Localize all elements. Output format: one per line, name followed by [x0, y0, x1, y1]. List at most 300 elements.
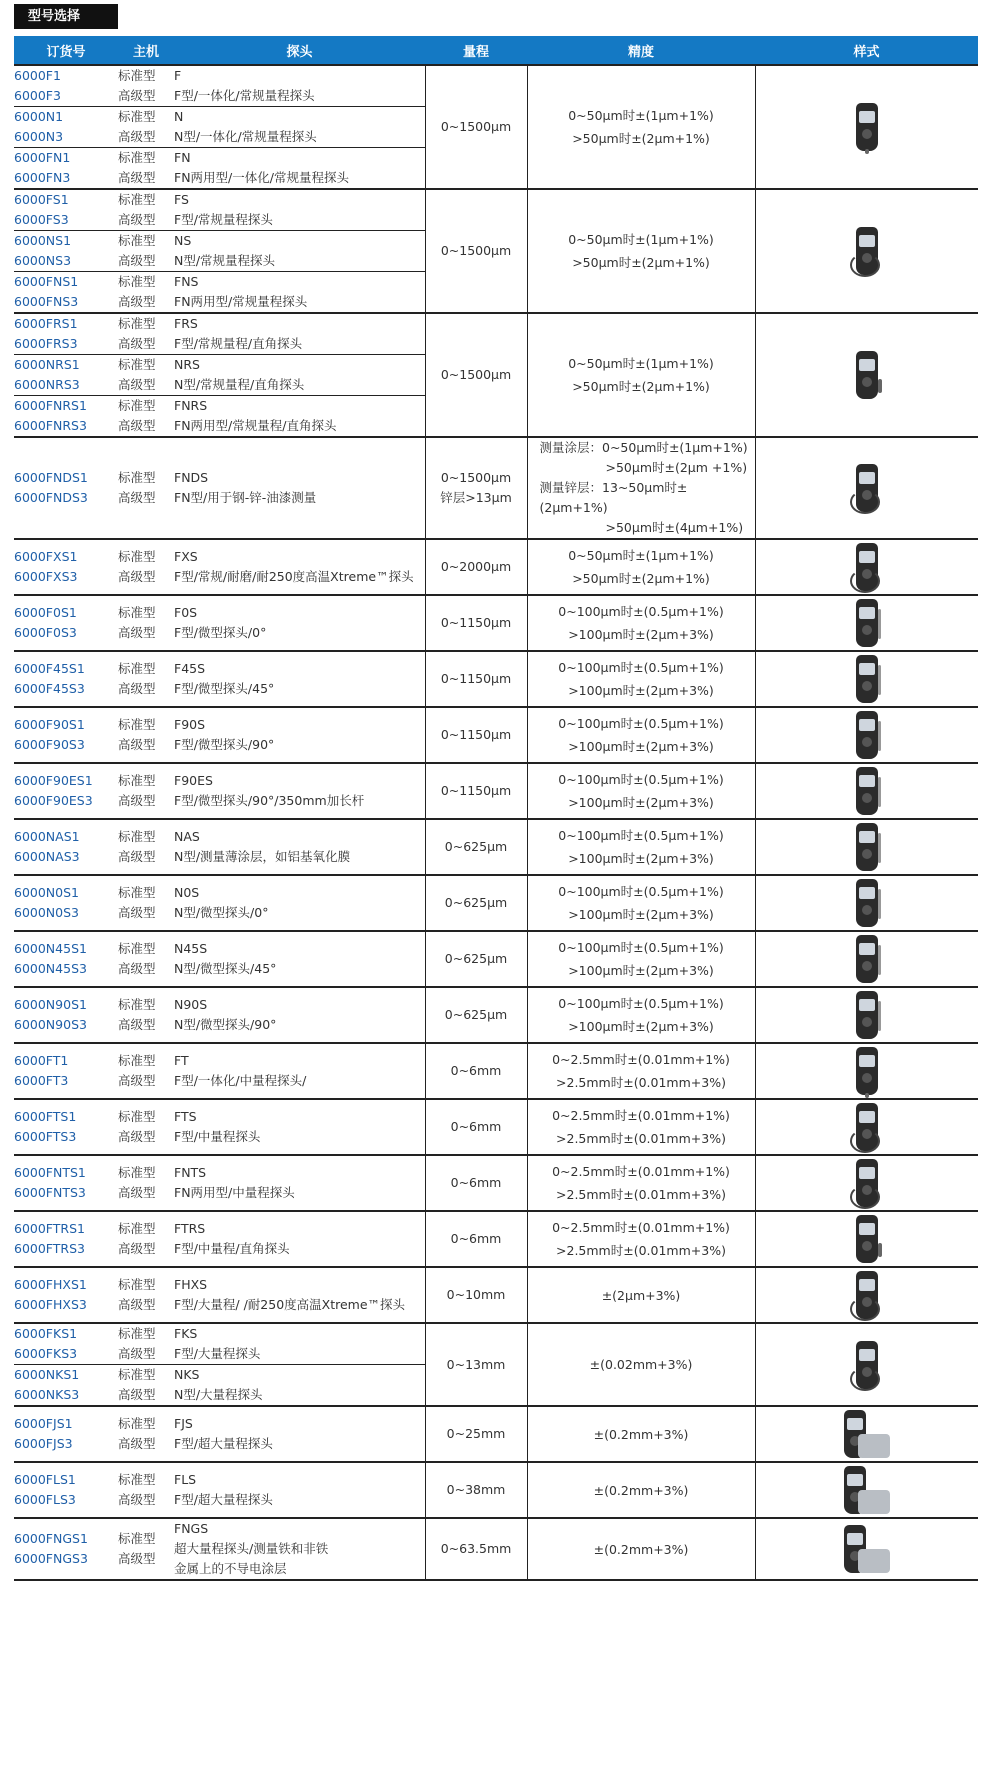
accuracy-cell — [527, 931, 755, 987]
probe-cell — [174, 1155, 425, 1211]
accuracy-line: >2.5mm时±(0.01mm+3%) — [556, 1075, 726, 1090]
host-cell-line: 标准型 — [118, 1531, 156, 1546]
host-cell-line: 标准型 — [118, 605, 156, 620]
range-cell-line: 0~1500μm — [440, 367, 512, 382]
host-cell-line: 标准型 — [118, 1221, 156, 1236]
probe-cell-line: F型/中量程探头 — [174, 1129, 261, 1144]
host-cell-line: 标准型 — [118, 68, 156, 83]
accuracy-line: >100μm时±(2μm+3%) — [568, 907, 714, 922]
probe-cell-line: NRS — [174, 357, 200, 372]
order-code-cell — [14, 355, 118, 396]
range-cell — [425, 707, 527, 763]
gauge-large-probe-icon — [844, 1525, 890, 1573]
table-row — [14, 65, 978, 107]
accuracy-line: >100μm时±(2μm+3%) — [568, 1019, 714, 1034]
style-image-cell — [755, 1323, 978, 1406]
host-cell-line: 标准型 — [118, 274, 156, 289]
order-code-cell — [14, 539, 118, 595]
accuracy-line: >50μm时±(2μm +1%) — [605, 460, 748, 475]
host-cell — [118, 1267, 174, 1323]
host-cell — [118, 65, 174, 107]
probe-cell-line: F型/超大量程探头 — [174, 1436, 273, 1451]
range-cell-line: 锌层>13μm — [440, 490, 512, 505]
style-image-cell — [755, 1211, 978, 1267]
order-code-cell-line: 6000NKS1 — [14, 1367, 80, 1382]
host-cell — [118, 313, 174, 355]
probe-cell-line: F型/微型探头/0° — [174, 625, 267, 640]
probe-cell-line: FN型/用于钢-锌-油漆测量 — [174, 490, 317, 505]
probe-cell-line: FN两用型/常规量程探头 — [174, 294, 308, 309]
header-accuracy: 精度 — [527, 36, 755, 65]
probe-cell — [174, 231, 425, 272]
probe-cell-line: N0S — [174, 885, 200, 900]
gauge-cable-probe-icon — [856, 1341, 878, 1389]
host-cell-line: 高级型 — [118, 569, 156, 584]
header-range: 量程 — [425, 36, 527, 65]
probe-cell-line: F型/常规量程/直角探头 — [174, 336, 303, 351]
range-cell — [425, 1043, 527, 1099]
probe-cell-line: F型/大量程/ /耐250度高温Xtreme™探头 — [174, 1297, 406, 1312]
style-image-cell — [755, 707, 978, 763]
host-cell-line: 高级型 — [118, 418, 156, 433]
style-image-cell — [755, 1267, 978, 1323]
host-cell-line: 标准型 — [118, 1416, 156, 1431]
gauge-large-probe-icon — [844, 1410, 890, 1458]
order-code-cell-line: 6000N0S1 — [14, 885, 80, 900]
order-code-cell-line: 6000N90S1 — [14, 997, 87, 1012]
order-code-cell-line: 6000FXS1 — [14, 549, 78, 564]
probe-cell-line: F型/常规/耐磨/耐250度高温Xtreme™探头 — [174, 569, 414, 584]
probe-cell-line: FHXS — [174, 1277, 208, 1292]
probe-cell-line: N型/微型探头/90° — [174, 1017, 277, 1032]
range-cell-line: 0~1500μm — [440, 243, 512, 258]
probe-cell — [174, 189, 425, 231]
accuracy-line: >50μm时±(2μm+1%) — [572, 571, 710, 586]
order-code-cell-line: 6000F45S3 — [14, 681, 85, 696]
order-code-cell — [14, 1043, 118, 1099]
accuracy-cell — [527, 875, 755, 931]
host-cell-line: 高级型 — [118, 1241, 156, 1256]
probe-cell — [174, 107, 425, 148]
host-cell-line: 标准型 — [118, 1165, 156, 1180]
range-cell — [425, 437, 527, 539]
host-cell-line: 标准型 — [118, 1277, 156, 1292]
probe-cell-line: FN两用型/一体化/常规量程探头 — [174, 170, 349, 185]
order-code-cell-line: 6000FRS1 — [14, 316, 78, 331]
range-cell-line: 0~2000μm — [440, 559, 512, 574]
order-code-cell-line: 6000F1 — [14, 68, 61, 83]
range-cell — [425, 931, 527, 987]
section-tag: 型号选择 — [14, 4, 118, 29]
range-cell-line: 0~1150μm — [440, 671, 512, 686]
range-cell — [425, 1406, 527, 1462]
host-cell-line: 高级型 — [118, 129, 156, 144]
order-code-cell-line: 6000FJS3 — [14, 1436, 73, 1451]
order-code-cell-line: 6000F90ES3 — [14, 793, 93, 808]
probe-cell — [174, 1462, 425, 1518]
accuracy-cell — [527, 313, 755, 437]
probe-cell-line: N型/大量程探头 — [174, 1387, 263, 1402]
probe-cell-line: 超大量程探头/测量铁和非铁 — [174, 1541, 329, 1556]
order-code-cell-line: 6000N45S3 — [14, 961, 87, 976]
order-code-cell-line: 6000FRS3 — [14, 336, 78, 351]
probe-cell — [174, 595, 425, 651]
accuracy-line: 0~50μm时±(1μm+1%) — [568, 232, 714, 247]
range-cell-line: 0~6mm — [450, 1175, 502, 1190]
order-code-cell-line: 6000N90S3 — [14, 1017, 87, 1032]
order-code-cell-line: 6000FNDS3 — [14, 490, 88, 505]
probe-cell-line: FNS — [174, 274, 199, 289]
order-code-cell-line: 6000FHXS1 — [14, 1277, 87, 1292]
host-cell — [118, 272, 174, 314]
order-code-cell — [14, 763, 118, 819]
probe-cell-line: N型/微型探头/45° — [174, 961, 277, 976]
order-code-cell — [14, 987, 118, 1043]
style-image-cell — [755, 931, 978, 987]
accuracy-line: ±(0.2mm+3%) — [593, 1426, 689, 1442]
range-cell-line: 0~63.5mm — [440, 1541, 512, 1556]
accuracy-line: >50μm时±(2μm+1%) — [572, 131, 710, 146]
order-code-cell-line: 6000FTRS3 — [14, 1241, 85, 1256]
probe-cell — [174, 1365, 425, 1407]
host-cell-line: 高级型 — [118, 905, 156, 920]
probe-cell — [174, 272, 425, 314]
order-code-cell — [14, 437, 118, 539]
order-code-cell-line: 6000FKS1 — [14, 1326, 78, 1341]
accuracy-line: 测量涂层：0~50μm时±(1μm+1%) — [539, 440, 748, 455]
order-code-cell-line: 6000FNTS3 — [14, 1185, 86, 1200]
probe-cell — [174, 65, 425, 107]
order-code-cell-line: 6000FS1 — [14, 192, 69, 207]
range-cell — [425, 987, 527, 1043]
order-code-cell-line: 6000FS3 — [14, 212, 69, 227]
host-cell-line: 高级型 — [118, 1073, 156, 1088]
order-code-cell-line: 6000FNGS3 — [14, 1551, 88, 1566]
host-cell-line: 高级型 — [118, 170, 156, 185]
probe-cell — [174, 819, 425, 875]
accuracy-cell — [527, 1406, 755, 1462]
style-image-cell — [755, 65, 978, 189]
accuracy-cell — [527, 707, 755, 763]
gauge-large-probe-icon — [844, 1466, 890, 1514]
table-row — [14, 437, 978, 539]
order-code-cell-line: 6000N3 — [14, 129, 64, 144]
host-cell-line: 高级型 — [118, 1387, 156, 1402]
range-cell-line: 0~625μm — [444, 951, 508, 966]
host-cell-line: 高级型 — [118, 1436, 156, 1451]
accuracy-line: >2.5mm时±(0.01mm+3%) — [556, 1131, 726, 1146]
range-cell — [425, 875, 527, 931]
host-cell — [118, 763, 174, 819]
range-cell-line: 0~1150μm — [440, 727, 512, 742]
table-row — [14, 1518, 978, 1580]
order-code-cell — [14, 819, 118, 875]
probe-cell — [174, 1211, 425, 1267]
probe-cell-line: F90ES — [174, 773, 213, 788]
table-row — [14, 539, 978, 595]
host-cell-line: 高级型 — [118, 1129, 156, 1144]
host-cell — [118, 1323, 174, 1365]
gauge-micro-probe-icon — [856, 991, 878, 1039]
probe-cell — [174, 875, 425, 931]
host-cell-line: 标准型 — [118, 470, 156, 485]
style-image-cell — [755, 987, 978, 1043]
probe-cell-line: FTS — [174, 1109, 197, 1124]
probe-cell-line: F型/微型探头/90° — [174, 737, 275, 752]
table-row — [14, 1323, 978, 1365]
range-cell — [425, 1323, 527, 1406]
range-cell — [425, 1211, 527, 1267]
range-cell — [425, 539, 527, 595]
order-code-cell — [14, 1211, 118, 1267]
accuracy-line: 0~50μm时±(1μm+1%) — [568, 108, 714, 123]
accuracy-line: 0~100μm时±(0.5μm+1%) — [558, 940, 724, 955]
accuracy-line: ±(0.2mm+3%) — [593, 1541, 689, 1557]
accuracy-line: 0~2.5mm时±(0.01mm+1%) — [552, 1220, 730, 1235]
host-cell-line: 标准型 — [118, 773, 156, 788]
host-cell — [118, 1211, 174, 1267]
probe-cell-line: FTRS — [174, 1221, 206, 1236]
order-code-cell-line: 6000FNRS3 — [14, 418, 87, 433]
host-cell — [118, 1518, 174, 1580]
probe-cell — [174, 313, 425, 355]
probe-cell — [174, 148, 425, 190]
probe-cell-line: FT — [174, 1053, 189, 1068]
order-code-cell-line: 6000NS3 — [14, 253, 72, 268]
host-cell — [118, 396, 174, 438]
order-code-cell — [14, 931, 118, 987]
probe-cell-line: N型/常规量程探头 — [174, 253, 276, 268]
style-image-cell — [755, 651, 978, 707]
order-code-cell — [14, 1155, 118, 1211]
gauge-micro-probe-icon — [856, 767, 878, 815]
host-cell-line: 高级型 — [118, 793, 156, 808]
probe-cell-line: F型/微型探头/90°/350mm加长杆 — [174, 793, 365, 808]
range-cell — [425, 189, 527, 313]
host-cell-line: 高级型 — [118, 961, 156, 976]
accuracy-line: ±(2μm+3%) — [601, 1287, 681, 1303]
accuracy-line: >100μm时±(2μm+3%) — [568, 963, 714, 978]
table-row — [14, 595, 978, 651]
host-cell — [118, 539, 174, 595]
order-code-cell-line: 6000FNDS1 — [14, 470, 88, 485]
range-cell — [425, 651, 527, 707]
order-code-cell-line: 6000FLS1 — [14, 1472, 76, 1487]
table-row — [14, 1211, 978, 1267]
style-image-cell — [755, 875, 978, 931]
probe-cell-line: F45S — [174, 661, 206, 676]
order-code-cell — [14, 272, 118, 314]
host-cell-line: 标准型 — [118, 1326, 156, 1341]
accuracy-line: 0~2.5mm时±(0.01mm+1%) — [552, 1164, 730, 1179]
probe-cell-line: F — [174, 68, 182, 83]
accuracy-cell — [527, 651, 755, 707]
accuracy-line: 0~100μm时±(0.5μm+1%) — [558, 716, 724, 731]
order-code-cell-line: 6000F45S1 — [14, 661, 85, 676]
gauge-micro-probe-icon — [856, 655, 878, 703]
host-cell-line: 标准型 — [118, 316, 156, 331]
host-cell-line: 标准型 — [118, 150, 156, 165]
probe-cell-line: N型/常规量程/直角探头 — [174, 377, 305, 392]
order-code-cell-line: 6000FTRS1 — [14, 1221, 85, 1236]
range-cell-line: 0~625μm — [444, 1007, 508, 1022]
host-cell-line: 高级型 — [118, 253, 156, 268]
host-cell-line: 标准型 — [118, 1367, 156, 1382]
range-cell-line: 0~1500μm — [440, 119, 512, 134]
host-cell-line: 高级型 — [118, 1551, 156, 1566]
probe-cell-line: F型/常规量程探头 — [174, 212, 273, 227]
accuracy-line: 0~100μm时±(0.5μm+1%) — [558, 828, 724, 843]
order-code-cell — [14, 65, 118, 107]
accuracy-line: >50μm时±(2μm+1%) — [572, 255, 710, 270]
probe-cell — [174, 1099, 425, 1155]
gauge-cable-probe-icon — [856, 227, 878, 275]
range-cell — [425, 819, 527, 875]
host-cell-line: 高级型 — [118, 1185, 156, 1200]
accuracy-cell — [527, 763, 755, 819]
probe-cell — [174, 396, 425, 438]
accuracy-cell — [527, 1267, 755, 1323]
probe-cell-line: FKS — [174, 1326, 198, 1341]
accuracy-line: >50μm时±(4μm+1%) — [605, 520, 744, 535]
probe-cell-line: F型/中量程/直角探头 — [174, 1241, 290, 1256]
accuracy-cell — [527, 1462, 755, 1518]
host-cell-line: 标准型 — [118, 885, 156, 900]
host-cell — [118, 987, 174, 1043]
accuracy-line: >50μm时±(2μm+1%) — [572, 379, 710, 394]
order-code-cell — [14, 875, 118, 931]
accuracy-cell — [527, 539, 755, 595]
range-cell-line: 0~38mm — [446, 1482, 506, 1497]
host-cell-line: 高级型 — [118, 1297, 156, 1312]
order-code-cell-line: 6000F0S3 — [14, 625, 77, 640]
table-row — [14, 763, 978, 819]
probe-cell-line: N — [174, 109, 184, 124]
accuracy-cell — [527, 595, 755, 651]
order-code-cell — [14, 396, 118, 438]
accuracy-cell — [527, 65, 755, 189]
order-code-cell — [14, 231, 118, 272]
table-row — [14, 819, 978, 875]
style-image-cell — [755, 1043, 978, 1099]
style-image-cell — [755, 539, 978, 595]
host-cell-line: 高级型 — [118, 681, 156, 696]
order-code-cell — [14, 651, 118, 707]
order-code-cell — [14, 1518, 118, 1580]
host-cell — [118, 1462, 174, 1518]
table-row — [14, 1462, 978, 1518]
style-image-cell — [755, 763, 978, 819]
probe-cell-line: F型/大量程探头 — [174, 1346, 261, 1361]
order-code-cell — [14, 148, 118, 190]
order-code-cell-line: 6000FNS3 — [14, 294, 79, 309]
style-image-cell — [755, 313, 978, 437]
style-image-cell — [755, 437, 978, 539]
table-row — [14, 313, 978, 355]
host-cell-line: 高级型 — [118, 625, 156, 640]
gauge-micro-probe-icon — [856, 935, 878, 983]
accuracy-cell — [527, 1323, 755, 1406]
host-cell — [118, 355, 174, 396]
accuracy-cell — [527, 437, 755, 539]
accuracy-line: ±(0.2mm+3%) — [593, 1482, 689, 1498]
order-code-cell — [14, 313, 118, 355]
host-cell-line: 标准型 — [118, 1109, 156, 1124]
probe-cell-line: FNGS — [174, 1521, 209, 1536]
host-cell — [118, 707, 174, 763]
style-image-cell — [755, 189, 978, 313]
probe-cell — [174, 1406, 425, 1462]
range-cell-line: 0~6mm — [450, 1063, 502, 1078]
order-code-cell-line: 6000FNTS1 — [14, 1165, 86, 1180]
host-cell — [118, 1365, 174, 1407]
probe-cell — [174, 1323, 425, 1365]
range-cell-line: 0~1150μm — [440, 783, 512, 798]
accuracy-line: 0~100μm时±(0.5μm+1%) — [558, 996, 724, 1011]
order-code-cell-line: 6000N0S3 — [14, 905, 80, 920]
gauge-cable-probe-icon — [856, 543, 878, 591]
style-image-cell — [755, 1155, 978, 1211]
probe-cell — [174, 763, 425, 819]
probe-cell-line: FRS — [174, 316, 198, 331]
header-style: 样式 — [755, 36, 978, 65]
order-code-cell-line: 6000F0S1 — [14, 605, 77, 620]
range-cell — [425, 313, 527, 437]
table-row — [14, 707, 978, 763]
style-image-cell — [755, 1406, 978, 1462]
host-cell-line: 高级型 — [118, 737, 156, 752]
order-code-cell-line: 6000N1 — [14, 109, 64, 124]
style-image-cell — [755, 819, 978, 875]
range-cell-line: 0~10mm — [446, 1287, 506, 1302]
host-cell-line: 标准型 — [118, 233, 156, 248]
accuracy-cell — [527, 1155, 755, 1211]
table-row — [14, 1043, 978, 1099]
probe-cell-line: FXS — [174, 549, 198, 564]
order-code-cell-line: 6000NRS1 — [14, 357, 80, 372]
accuracy-line: 0~100μm时±(0.5μm+1%) — [558, 772, 724, 787]
probe-cell — [174, 707, 425, 763]
order-code-cell-line: 6000F90S3 — [14, 737, 85, 752]
probe-cell-line: N型/微型探头/0° — [174, 905, 269, 920]
probe-cell-line: FNTS — [174, 1165, 207, 1180]
probe-cell — [174, 987, 425, 1043]
accuracy-line: 0~50μm时±(1μm+1%) — [568, 356, 714, 371]
probe-cell-line: NKS — [174, 1367, 200, 1382]
range-cell — [425, 1462, 527, 1518]
order-code-cell — [14, 107, 118, 148]
probe-cell-line: N型/一体化/常规量程探头 — [174, 129, 317, 144]
host-cell — [118, 1043, 174, 1099]
style-image-cell — [755, 1099, 978, 1155]
probe-cell-line: N型/测量薄涂层，如铝基氧化膜 — [174, 849, 351, 864]
gauge-cable-probe-icon — [856, 464, 878, 512]
order-code-cell-line: 6000NAS3 — [14, 849, 80, 864]
order-code-cell-line: 6000FLS3 — [14, 1492, 76, 1507]
gauge-integrated-icon — [856, 1047, 878, 1095]
gauge-cable-probe-icon — [856, 1103, 878, 1151]
range-cell — [425, 763, 527, 819]
probe-cell-line: FN两用型/常规量程/直角探头 — [174, 418, 337, 433]
accuracy-line: 0~2.5mm时±(0.01mm+1%) — [552, 1052, 730, 1067]
probe-cell-line: FN两用型/中量程探头 — [174, 1185, 295, 1200]
range-cell-line: 0~6mm — [450, 1119, 502, 1134]
range-cell — [425, 65, 527, 189]
probe-cell-line: F0S — [174, 605, 198, 620]
host-cell — [118, 189, 174, 231]
order-code-cell — [14, 1365, 118, 1407]
range-cell — [425, 1099, 527, 1155]
